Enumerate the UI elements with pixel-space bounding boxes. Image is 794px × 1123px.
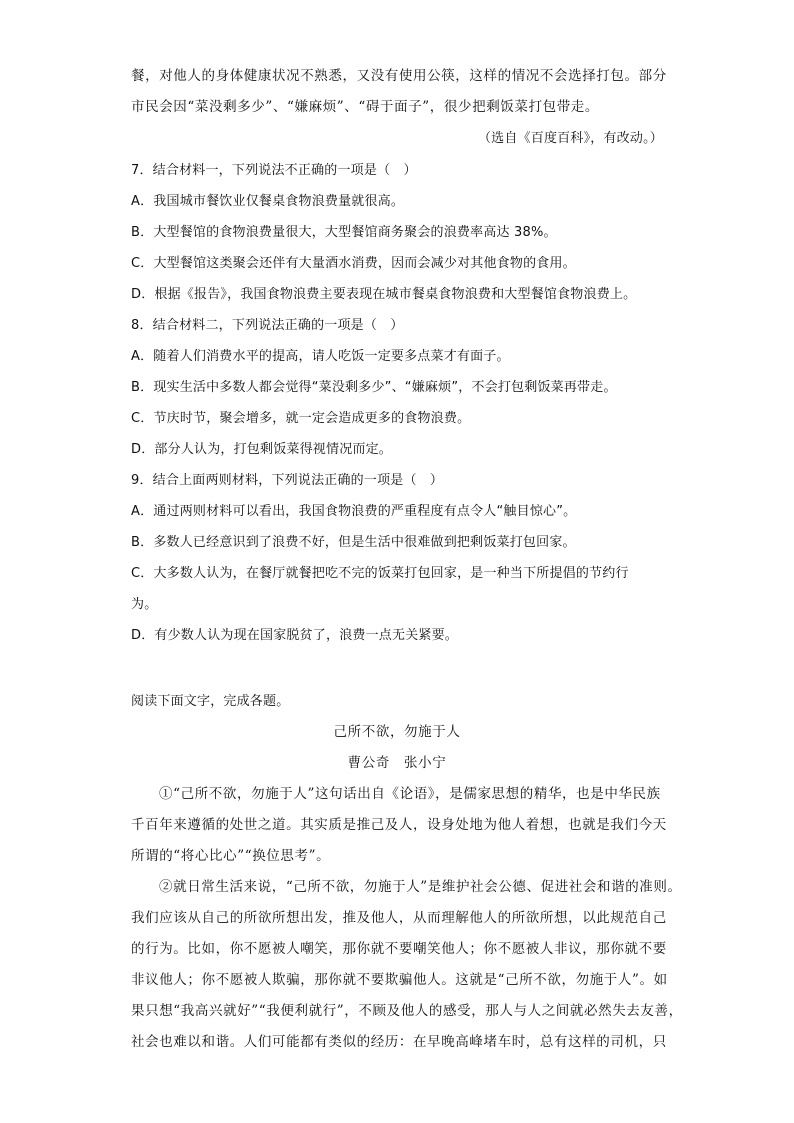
option-8b: B．现实生活中多数人都会觉得“菜没剩多少”、“嫌麻烦”，不会打包剩饭菜再带走。 [131,380,617,395]
paragraph-2-line: 的行为。比如，你不愿被人嘲笑，那你就不要嘲笑他人；你不愿被人非议，那你就不要 [131,941,667,957]
paragraph-2-line: 社会也难以和谐。人们可能都有类似的经历：在早晚高峰堵车时，总有这样的司机，只 [131,1034,667,1050]
paragraph-2-line: 非议他人；你不愿被人欺骗，那你就不要欺骗他人。这就是“己所不欲，勿施于人”。如 [131,972,668,988]
option-8d: D．部分人认为，打包剩饭菜得视情况而定。 [131,442,393,457]
paragraph-1-line: 千百年来遵循的处世之道。其实质是推己及人，设身处地为他人着想，也就是我们今天 [131,817,667,833]
option-7a: A．我国城市餐饮业仅餐桌食物浪费量就很高。 [131,194,405,209]
option-8c: C．节庆时节，聚会增多，就一定会造成更多的食物浪费。 [131,411,471,426]
article-authors: 曹公奇 张小宁 [347,755,447,771]
question-stem-7: 7．结合材料一，下列说法不正确的一项是（ ） [131,163,417,178]
paragraph-1-line: ①“己所不欲，勿施于人”这句话出自《论语》，是儒家思想的精华，也是中华民族 [159,786,661,802]
paragraph-1-line: 所谓的“将心比心”“换位思考”。 [131,848,331,864]
reading-section [131,686,683,1058]
paragraph-2-line: ②就日常生活来说，“己所不欲，勿施于人”是维护社会公德、促进社会和谐的准则。 [159,879,682,895]
reading-instruction: 阅读下面文字，完成各题。 [131,694,290,709]
option-8a: A．随着人们消费水平的提高，请人吃饭一定要多点菜才有面子。 [131,349,510,364]
paragraph-2-line: 我们应该从自己的所欲所想出发，推及他人，从而理解他人的所欲所想，以此规范自己 [131,910,667,926]
option-9c: C．大多数人认为，在餐厅就餐把吃不完的饭菜打包回家，是一种当下所提倡的节约行 为。 [131,566,629,612]
article-title: 己所不欲，勿施于人 [333,724,461,740]
question-stem-9: 9．结合上面两则材料，下列说法正确的一项是（ ） [131,473,444,488]
passage-source: （选自《百度百科》，有改动。） [477,131,663,146]
passage-line: 市民会因“菜没剩多少”、“嫌麻烦”、“碍于面子”，很少把剩饭菜打包带走。 [131,99,600,115]
question-stem-8: 8．结合材料二，下列说法正确的一项是（ ） [131,318,404,333]
passage-top [131,61,667,154]
passage-line: 餐，对他人的身体健康状况不熟悉，又没有使用公筷，这样的情况不会选择打包。部分 [131,68,667,84]
option-7d: D．根据《报告》，我国食物浪费主要表现在城市餐桌食物浪费和大型餐馆食物浪费上。 [131,287,637,302]
option-7c: C．大型餐馆这类聚会还伴有大量酒水消费，因而会减少对其他食物的食用。 [131,256,576,271]
questions-section [131,155,663,651]
option-9a: A．通过两则材料可以看出，我国食物浪费的严重程度有点令人“触目惊心”。 [131,504,577,519]
option-9b: B．多数人已经意识到了浪费不好，但是生活中很难做到把剩饭菜打包回家。 [131,535,576,550]
option-9d: D．有少数人认为现在国家脱贫了，浪费一点无关紧要。 [131,628,459,643]
option-7b: B．大型餐馆的食物浪费量很大，大型餐馆商务聚会的浪费率高达 38%。 [131,225,557,240]
paragraph-2-line: 果只想“我高兴就好”“我便利就行”，不顾及他人的感受，那人与人之间就必然失去友善， [131,1003,683,1019]
